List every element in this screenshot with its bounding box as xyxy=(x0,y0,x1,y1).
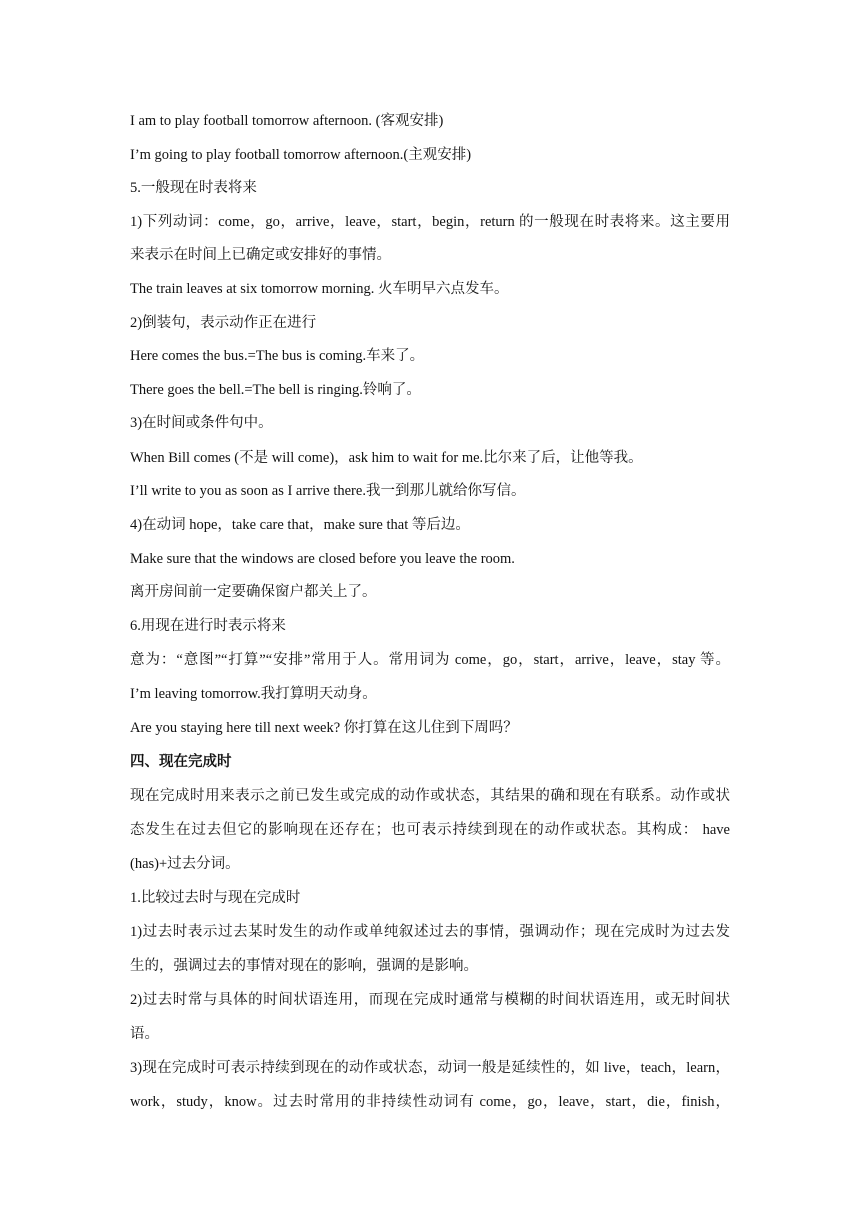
example-sentence: Are you staying here till next week? 你打算在这儿住到下周吗？ xyxy=(130,720,518,736)
example-sentence: Make sure that the windows are closed before you leave the room. xyxy=(130,551,515,567)
example-sentence: I’m leaving tomorrow.我打算明天动身。 xyxy=(130,686,377,702)
example-sentence: When Bill comes (不是 will come)，ask him to wait for me.比尔来了后，让他等我。 xyxy=(130,450,643,466)
section-heading: 5.一般现在时表将来 xyxy=(130,180,257,196)
section-heading: 1.比较过去时与现在完成时 xyxy=(130,890,301,906)
text-line: work，study，know。过去时常用的非持续性动词有 come，go，leave，start，die，finish， xyxy=(130,1094,730,1110)
text-line: (has)+过去分词。 xyxy=(130,856,240,872)
example-sentence: Here comes the bus.=The bus is coming.车来了。 xyxy=(130,348,425,364)
text-line: I am to play football tomorrow afternoon. (客观安排) xyxy=(130,113,444,129)
text-line: 2)倒装句，表示动作正在进行 xyxy=(130,315,317,331)
example-sentence: There goes the bell.=The bell is ringing.铃响了。 xyxy=(130,382,421,398)
example-sentence: I’ll write to you as soon as I arrive there.我一到那儿就给你写信。 xyxy=(130,483,526,499)
text-line: 3)现在完成时可表示持续到现在的动作或状态，动词一般是延续性的，如 live，teach，learn， xyxy=(130,1060,730,1076)
text-line: 2)过去时常与具体的时间状语连用，而现在完成时通常与模糊的时间状语连用，或无时间状 xyxy=(130,992,730,1008)
text-line: 4)在动词 hope，take care that，make sure that 等后边。 xyxy=(130,517,470,533)
text-line: 现在完成时用来表示之前已发生或完成的动作或状态，其结果的确和现在有联系。动作或状 xyxy=(130,788,730,804)
text-line: 3)在时间或条件句中。 xyxy=(130,415,273,431)
text-line: 离开房间前一定要确保窗户都关上了。 xyxy=(130,584,377,600)
text-line: I’m going to play football tomorrow afternoon.(主观安排) xyxy=(130,147,472,163)
text-line: 态发生在过去但它的影响现在还存在；也可表示持续到现在的动作或状态。其构成： have xyxy=(130,822,730,838)
text-line: 语。 xyxy=(130,1026,159,1042)
chapter-heading: 四、现在完成时 xyxy=(130,754,232,770)
text-line: 1)过去时表示过去某时发生的动作或单纯叙述过去的事情，强调动作；现在完成时为过去发 xyxy=(130,924,730,940)
text-line: 生的，强调过去的事情对现在的影响，强调的是影响。 xyxy=(130,958,478,974)
example-sentence: The train leaves at six tomorrow morning. 火车明早六点发车。 xyxy=(130,281,509,297)
section-heading: 6.用现在进行时表示将来 xyxy=(130,618,286,634)
text-line: 1)下列动词：come，go，arrive，leave，start，begin，return 的一般现在时表将来。这主要用 xyxy=(130,214,730,230)
text-line: 意为：“意图”“打算”“安排”常用于人。常用词为 come，go，start，arrive，leave，stay 等。 xyxy=(130,652,730,668)
text-line: 来表示在时间上已确定或安排好的事情。 xyxy=(130,247,391,263)
